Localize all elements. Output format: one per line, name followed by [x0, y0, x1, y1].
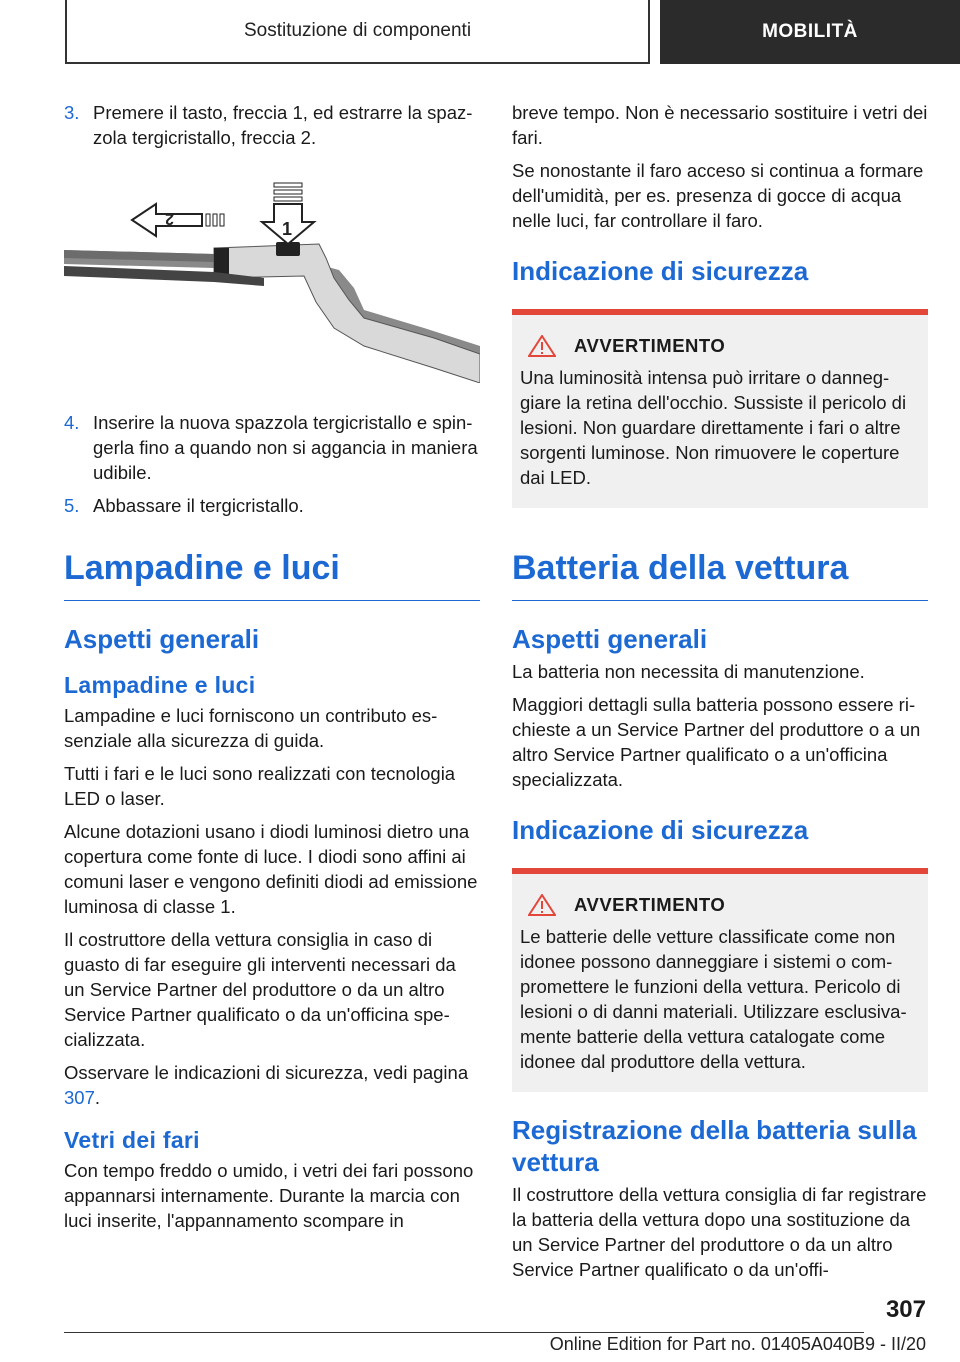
paragraph: breve tempo. Non è necessario sostituire i vetri dei fari. — [512, 102, 928, 148]
paragraph: Tutti i fari e le luci sono realizzati con tecnologia LED o laser. — [64, 763, 456, 809]
heading-safety-1: Indicazione di sicurezza — [512, 256, 809, 286]
heading-lamps: Lampadine e luci — [64, 548, 480, 601]
arrow-1-icon — [262, 183, 314, 244]
paragraph: Maggiori dettagli sulla batteria possono essere richieste a un Service Partner del produttore o a un altro Service Partner qualificato o a un'officina specializzata. — [512, 694, 921, 790]
step-number: 3. — [64, 102, 80, 123]
paragraph: Il costruttore della vettura consiglia in caso di guasto di far eseguire gli interventi necessari da un Service Partner del produttore o da un altro Service Partner qualificato o da un'officina specializzata. — [64, 929, 456, 1050]
step-4 — [64, 410, 480, 485]
page-reference-link[interactable]: 307 — [64, 1087, 95, 1108]
header-chapter-title: MOBILITÀ — [762, 21, 858, 42]
warning-text: Una luminosità intensa può irritare o danneggiare la retina dell'occhio. Sussiste il pericolo di lesioni. Non guardare direttamente i fari o altre sorgenti luminose. Non rimuovere le coperture dai LED. — [520, 367, 907, 488]
warning-triangle-icon — [528, 335, 556, 357]
paragraph: Il costruttore della vettura consiglia di far registrare la batteria della vettura dopo una sostituzione da un Service Partner del produttore o da un altro Service Partner qualificato o da un'offi- — [512, 1184, 927, 1280]
arrow-2-icon — [132, 204, 224, 236]
subheading-headlight-glass: Vetri dei fari — [64, 1127, 200, 1153]
paragraph: Se nonostante il faro acceso si continua a formare dell'umidità, per es. presenza di gocce di acqua nelle luci, far controllare il faro. — [512, 160, 924, 231]
step-5 — [64, 493, 480, 518]
warning-header — [520, 335, 920, 357]
warning-box-2 — [512, 868, 928, 1092]
right-column — [512, 100, 928, 1290]
wiper-blade-illustration — [64, 178, 480, 383]
heading-battery-registration: Registrazione della batteria sulla vettura — [512, 1115, 917, 1177]
arrow-1-label: 1 — [282, 219, 293, 239]
subheading-lamps: Lampadine e luci — [64, 672, 256, 698]
warning-box-1 — [512, 309, 928, 508]
warning-triangle-icon — [528, 894, 556, 916]
warning-title: AVVERTIMENTO — [574, 894, 726, 915]
warning-text: Le batterie delle vetture classificate come non idonee possono danneggiare i sistemi o compromettere le funzioni della vettura. Pericolo di lesioni o di danni materiali. Utilizzare esclusivamente batterie della vettura catalogate come idonee dal produttore della vettura. — [520, 926, 907, 1072]
warning-title: AVVERTIMENTO — [574, 335, 726, 356]
paragraph-text: . — [94, 1087, 101, 1108]
header-chapter-tab — [660, 0, 960, 64]
heading-safety-2: Indicazione di sicurezza — [512, 815, 809, 845]
footer-divider — [64, 1332, 864, 1333]
step-3 — [64, 100, 480, 150]
step-text: Abbassare il tergicristallo. — [93, 495, 304, 516]
step-text: Inserire la nuova spazzola tergicristallo e spingerla fino a quando non si aggancia in maniera udibile. — [93, 412, 478, 483]
paragraph: Lampadine e luci forniscono un contributo essenziale alla sicurezza di guida. — [64, 705, 438, 751]
heading-general-aspects: Aspetti generali — [64, 624, 260, 654]
paragraph: La batteria non necessita di manutenzione. — [512, 661, 865, 682]
header-section-title: Sostituzione di componenti — [243, 20, 472, 41]
step-number: 5. — [64, 495, 80, 516]
heading-general-aspects-battery: Aspetti generali — [512, 624, 708, 654]
step-text: Premere il tasto, freccia 1, ed estrarre la spazzola tergicristallo, freccia 2. — [93, 102, 473, 148]
warning-header — [520, 894, 920, 916]
header-section-tab — [65, 0, 650, 64]
footer-edition: Online Edition for Part no. 01405A040B9 - II/20 — [549, 1334, 926, 1354]
left-column — [64, 100, 480, 1241]
heading-battery: Batteria della vettura — [512, 548, 928, 601]
paragraph-with-link — [64, 1060, 480, 1110]
paragraph: Con tempo freddo o umido, i vetri dei fari possono appannarsi internamente. Durante la marcia con luci inserite, l'appannamento scompare in — [64, 1160, 474, 1231]
page-number: 307 — [885, 1296, 926, 1323]
step-number: 4. — [64, 412, 80, 433]
arrow-2-label: 2 — [165, 210, 174, 227]
paragraph: Alcune dotazioni usano i diodi luminosi dietro una copertura come fonte di luce. I diodi sono affini ai comuni laser e vengono definiti diodi ad emissione luminosa di classe 1. — [64, 821, 478, 917]
paragraph-text: Osservare le indicazioni di sicurezza, vedi pagina — [64, 1062, 469, 1083]
